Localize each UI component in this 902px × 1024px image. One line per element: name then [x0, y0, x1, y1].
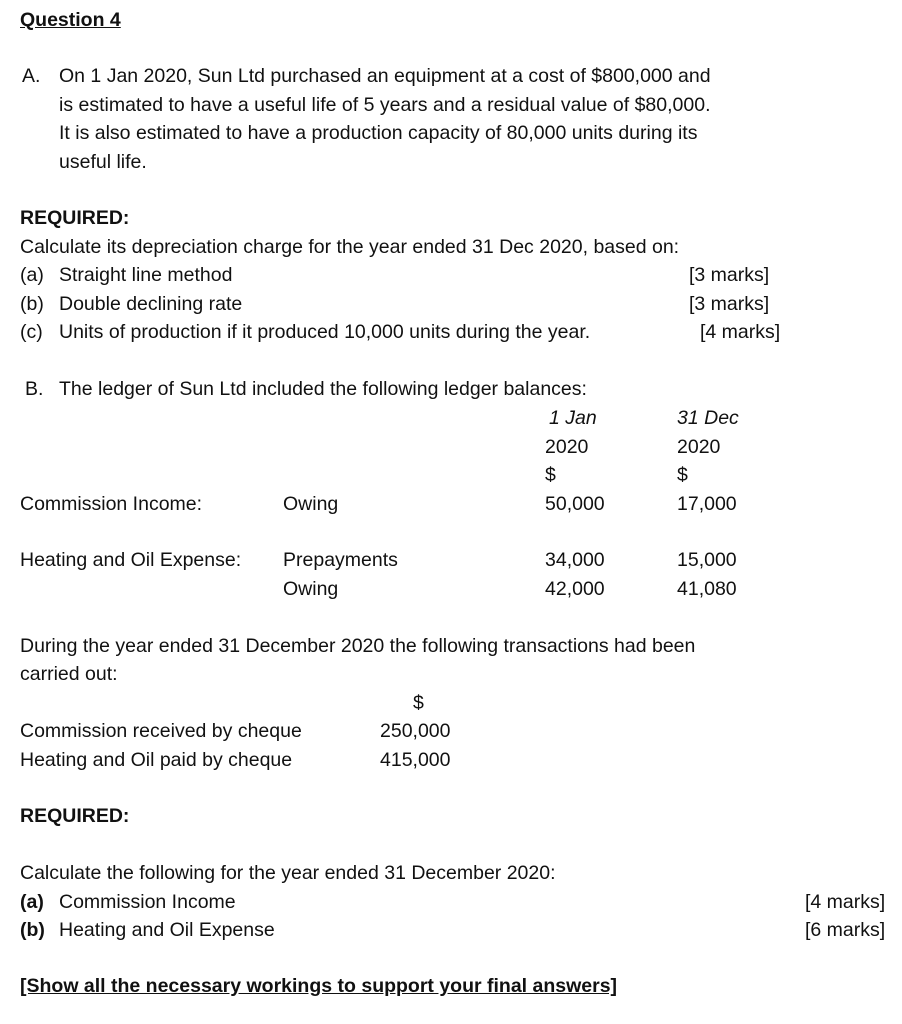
transaction-1-text: Commission received by cheque [20, 720, 302, 742]
row2-account: Heating and Oil Expense: [20, 549, 242, 571]
part-a-item-c-label: (c) [20, 321, 43, 343]
part-b-item-a-marks: [4 marks] [805, 890, 886, 913]
part-b-required-heading: REQUIRED: [20, 805, 130, 827]
part-b-intro: The ledger of Sun Ltd included the following ledger balances: [59, 378, 587, 400]
part-a-label: A. [22, 65, 41, 87]
row2-type: Prepayments [283, 549, 398, 571]
col1-date: 1 Jan [549, 407, 597, 429]
transactions-currency: $ [413, 691, 424, 714]
part-b-item-a-label: (a) [20, 890, 44, 913]
part-a-instruction: Calculate its depreciation charge for the year ended 31 Dec 2020, based on: [20, 235, 680, 258]
part-a-required-heading: REQUIRED: [20, 207, 130, 229]
row2-value-2: 15,000 [677, 549, 737, 571]
row2-value-1: 34,000 [545, 549, 605, 571]
part-a-item-c-marks: [4 marks] [700, 321, 781, 343]
row3-value-1: 42,000 [545, 577, 605, 600]
part-b-item-a-text: Commission Income [59, 890, 236, 913]
part-a-line-4: useful life. [59, 150, 147, 173]
workings-note: [Show all the necessary workings to support your final answers] [20, 975, 618, 997]
col1-year: 2020 [545, 435, 589, 458]
transactions-intro-line-2: carried out: [20, 663, 118, 685]
part-b-label: B. [25, 378, 44, 400]
row1-value-2: 17,000 [677, 492, 737, 515]
part-a-line-3: It is also estimated to have a production capacity of 80,000 units during its [59, 122, 698, 144]
part-a-item-b-label: (b) [20, 292, 44, 315]
col2-year: 2020 [677, 435, 721, 458]
row1-type: Owing [283, 492, 339, 515]
part-b-item-b-label: (b) [20, 919, 45, 941]
part-a-item-a-text: Straight line method [59, 264, 233, 286]
part-a-item-b-marks: [3 marks] [689, 292, 770, 315]
part-b-item-b-marks: [6 marks] [805, 919, 886, 941]
row1-value-1: 50,000 [545, 492, 605, 515]
col2-date: 31 Dec [677, 407, 739, 429]
part-a-line-1: On 1 Jan 2020, Sun Ltd purchased an equipment at a cost of $800,000 and [59, 65, 711, 87]
row3-value-2: 41,080 [677, 577, 737, 600]
part-b-item-b-text: Heating and Oil Expense [59, 919, 275, 941]
part-a-item-a-label: (a) [20, 264, 44, 286]
col2-currency: $ [677, 464, 688, 486]
question-title: Question 4 [20, 9, 121, 31]
row1-account: Commission Income: [20, 492, 203, 515]
transactions-intro-line-1: During the year ended 31 December 2020 the following transactions had been [20, 634, 696, 657]
transaction-1-amount: 250,000 [380, 720, 451, 742]
part-a-item-c-text: Units of production if it produced 10,000 units during the year. [59, 321, 591, 343]
col1-currency: $ [545, 464, 556, 486]
transaction-2-amount: 415,000 [380, 748, 451, 771]
row3-type: Owing [283, 577, 339, 600]
part-a-item-b-text: Double declining rate [59, 292, 243, 315]
part-a-item-a-marks: [3 marks] [689, 264, 770, 286]
part-a-line-2: is estimated to have a useful life of 5 years and a residual value of $80,000. [59, 93, 711, 116]
part-b-instruction: Calculate the following for the year ended 31 December 2020: [20, 862, 556, 884]
transaction-2-text: Heating and Oil paid by cheque [20, 748, 293, 771]
